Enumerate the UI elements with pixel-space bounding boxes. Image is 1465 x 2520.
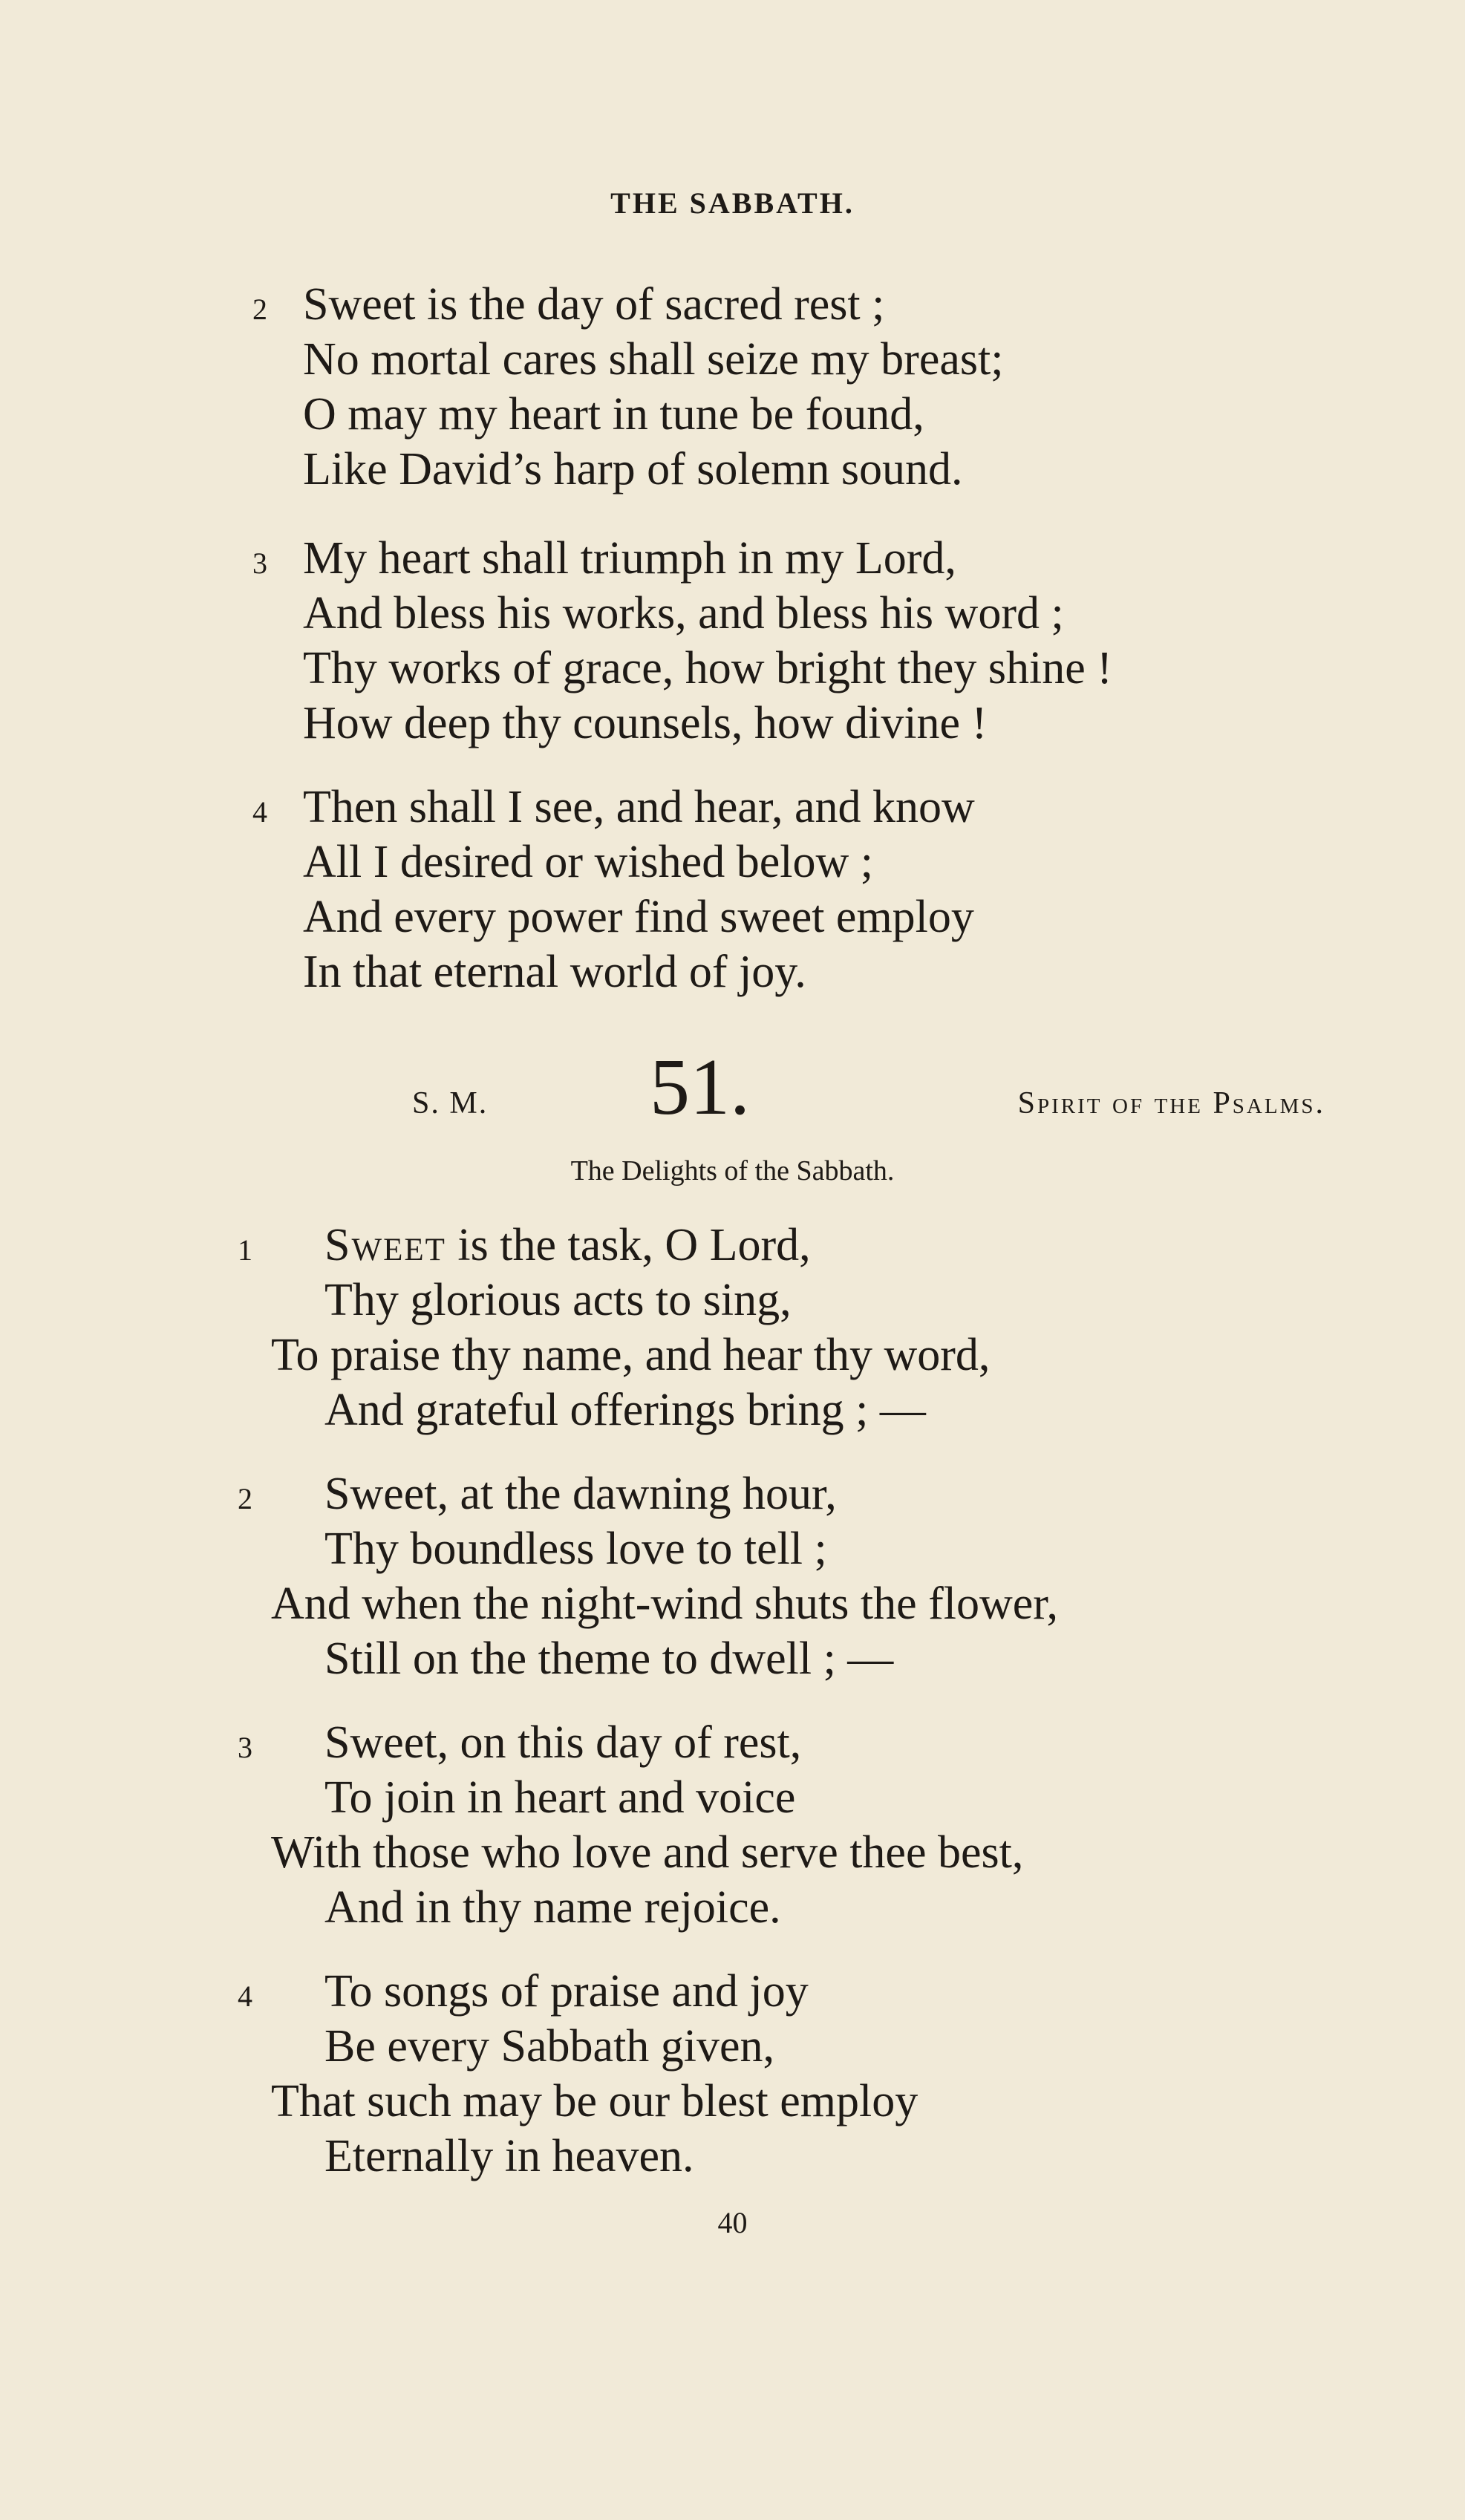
hymn51-stanza-4	[238, 1964, 919, 2184]
verse-line: To praise thy name, and hear thy word,	[271, 1330, 991, 1380]
verse-line: Sweet is the day of sacred rest ;	[303, 279, 885, 330]
verse-line: Sweet, on this day of rest,	[324, 1717, 802, 1768]
hymn-number: 51.	[650, 1043, 750, 1132]
stanza-4	[252, 780, 975, 999]
stanza-2	[252, 277, 1004, 497]
verse-line: Thy glorious acts to sing,	[324, 1275, 792, 1325]
stanza-number: 2	[238, 1482, 252, 1515]
page-number: 40	[717, 2206, 748, 2239]
verse-line: And bless his works, and bless his word ;	[303, 588, 1064, 639]
hymn-subtitle: The Delights of the Sabbath.	[570, 1155, 895, 1186]
verse-line: My heart shall triumph in my Lord,	[303, 533, 956, 584]
hymn51-stanza-3	[238, 1715, 1024, 1935]
stanza-number: 3	[238, 1731, 252, 1764]
verse-line: And grateful offerings bring ; —	[324, 1385, 926, 1435]
verse-line: No mortal cares shall seize my breast;	[303, 334, 1004, 385]
verse-line: Be every Sabbath given,	[324, 2021, 775, 2072]
stanza-number: 4	[238, 1979, 252, 2013]
verse-line: In that eternal world of joy.	[303, 947, 806, 997]
verse-line: Like David’s harp of solemn sound.	[303, 444, 963, 494]
stanza-number: 3	[252, 546, 267, 580]
hymn-header	[412, 1043, 1325, 1132]
verse-line: is the task, O Lord,	[446, 1220, 811, 1270]
verse-line: How deep thy counsels, how divine !	[303, 698, 988, 748]
stanza-number: 4	[252, 795, 267, 829]
verse-line: All I desired or wished below ;	[303, 837, 873, 887]
verse-line: O may my heart in tune be found,	[303, 389, 924, 440]
verse-line: And when the night-wind shuts the flower,	[271, 1579, 1058, 1629]
verse-line: Eternally in heaven.	[324, 2131, 694, 2181]
verse-line: That such may be our blest employ	[271, 2076, 919, 2126]
verse-line: Sweet, at the dawning hour,	[324, 1469, 837, 1519]
hymn-meter: S. M.	[412, 1086, 489, 1120]
verse-line: Thy boundless love to tell ;	[324, 1524, 827, 1574]
verse-line: To songs of praise and joy	[324, 1966, 809, 2017]
hymn51-stanza-2	[238, 1466, 1058, 1686]
stanza-number: 2	[252, 293, 267, 326]
verse-line: Then shall I see, and hear, and know	[303, 782, 975, 832]
verse-line: To join in heart and voice	[324, 1772, 796, 1823]
verse-line: And every power find sweet employ	[303, 892, 974, 942]
hymn51-stanza-1	[238, 1218, 991, 1437]
verse-line: With those who love and serve thee best,	[271, 1827, 1024, 1878]
first-word: Sweet	[324, 1220, 446, 1270]
hymn-source: Spirit of the Psalms.	[1017, 1086, 1325, 1120]
verse-line: Still on the theme to dwell ; —	[324, 1633, 894, 1684]
verse-line: Thy works of grace, how bright they shine !	[303, 643, 1112, 693]
verse-line: And in thy name rejoice.	[324, 1882, 781, 1933]
stanza-number: 1	[238, 1233, 252, 1267]
stanza-3	[252, 531, 1112, 751]
running-head: THE SABBATH.	[610, 186, 855, 220]
